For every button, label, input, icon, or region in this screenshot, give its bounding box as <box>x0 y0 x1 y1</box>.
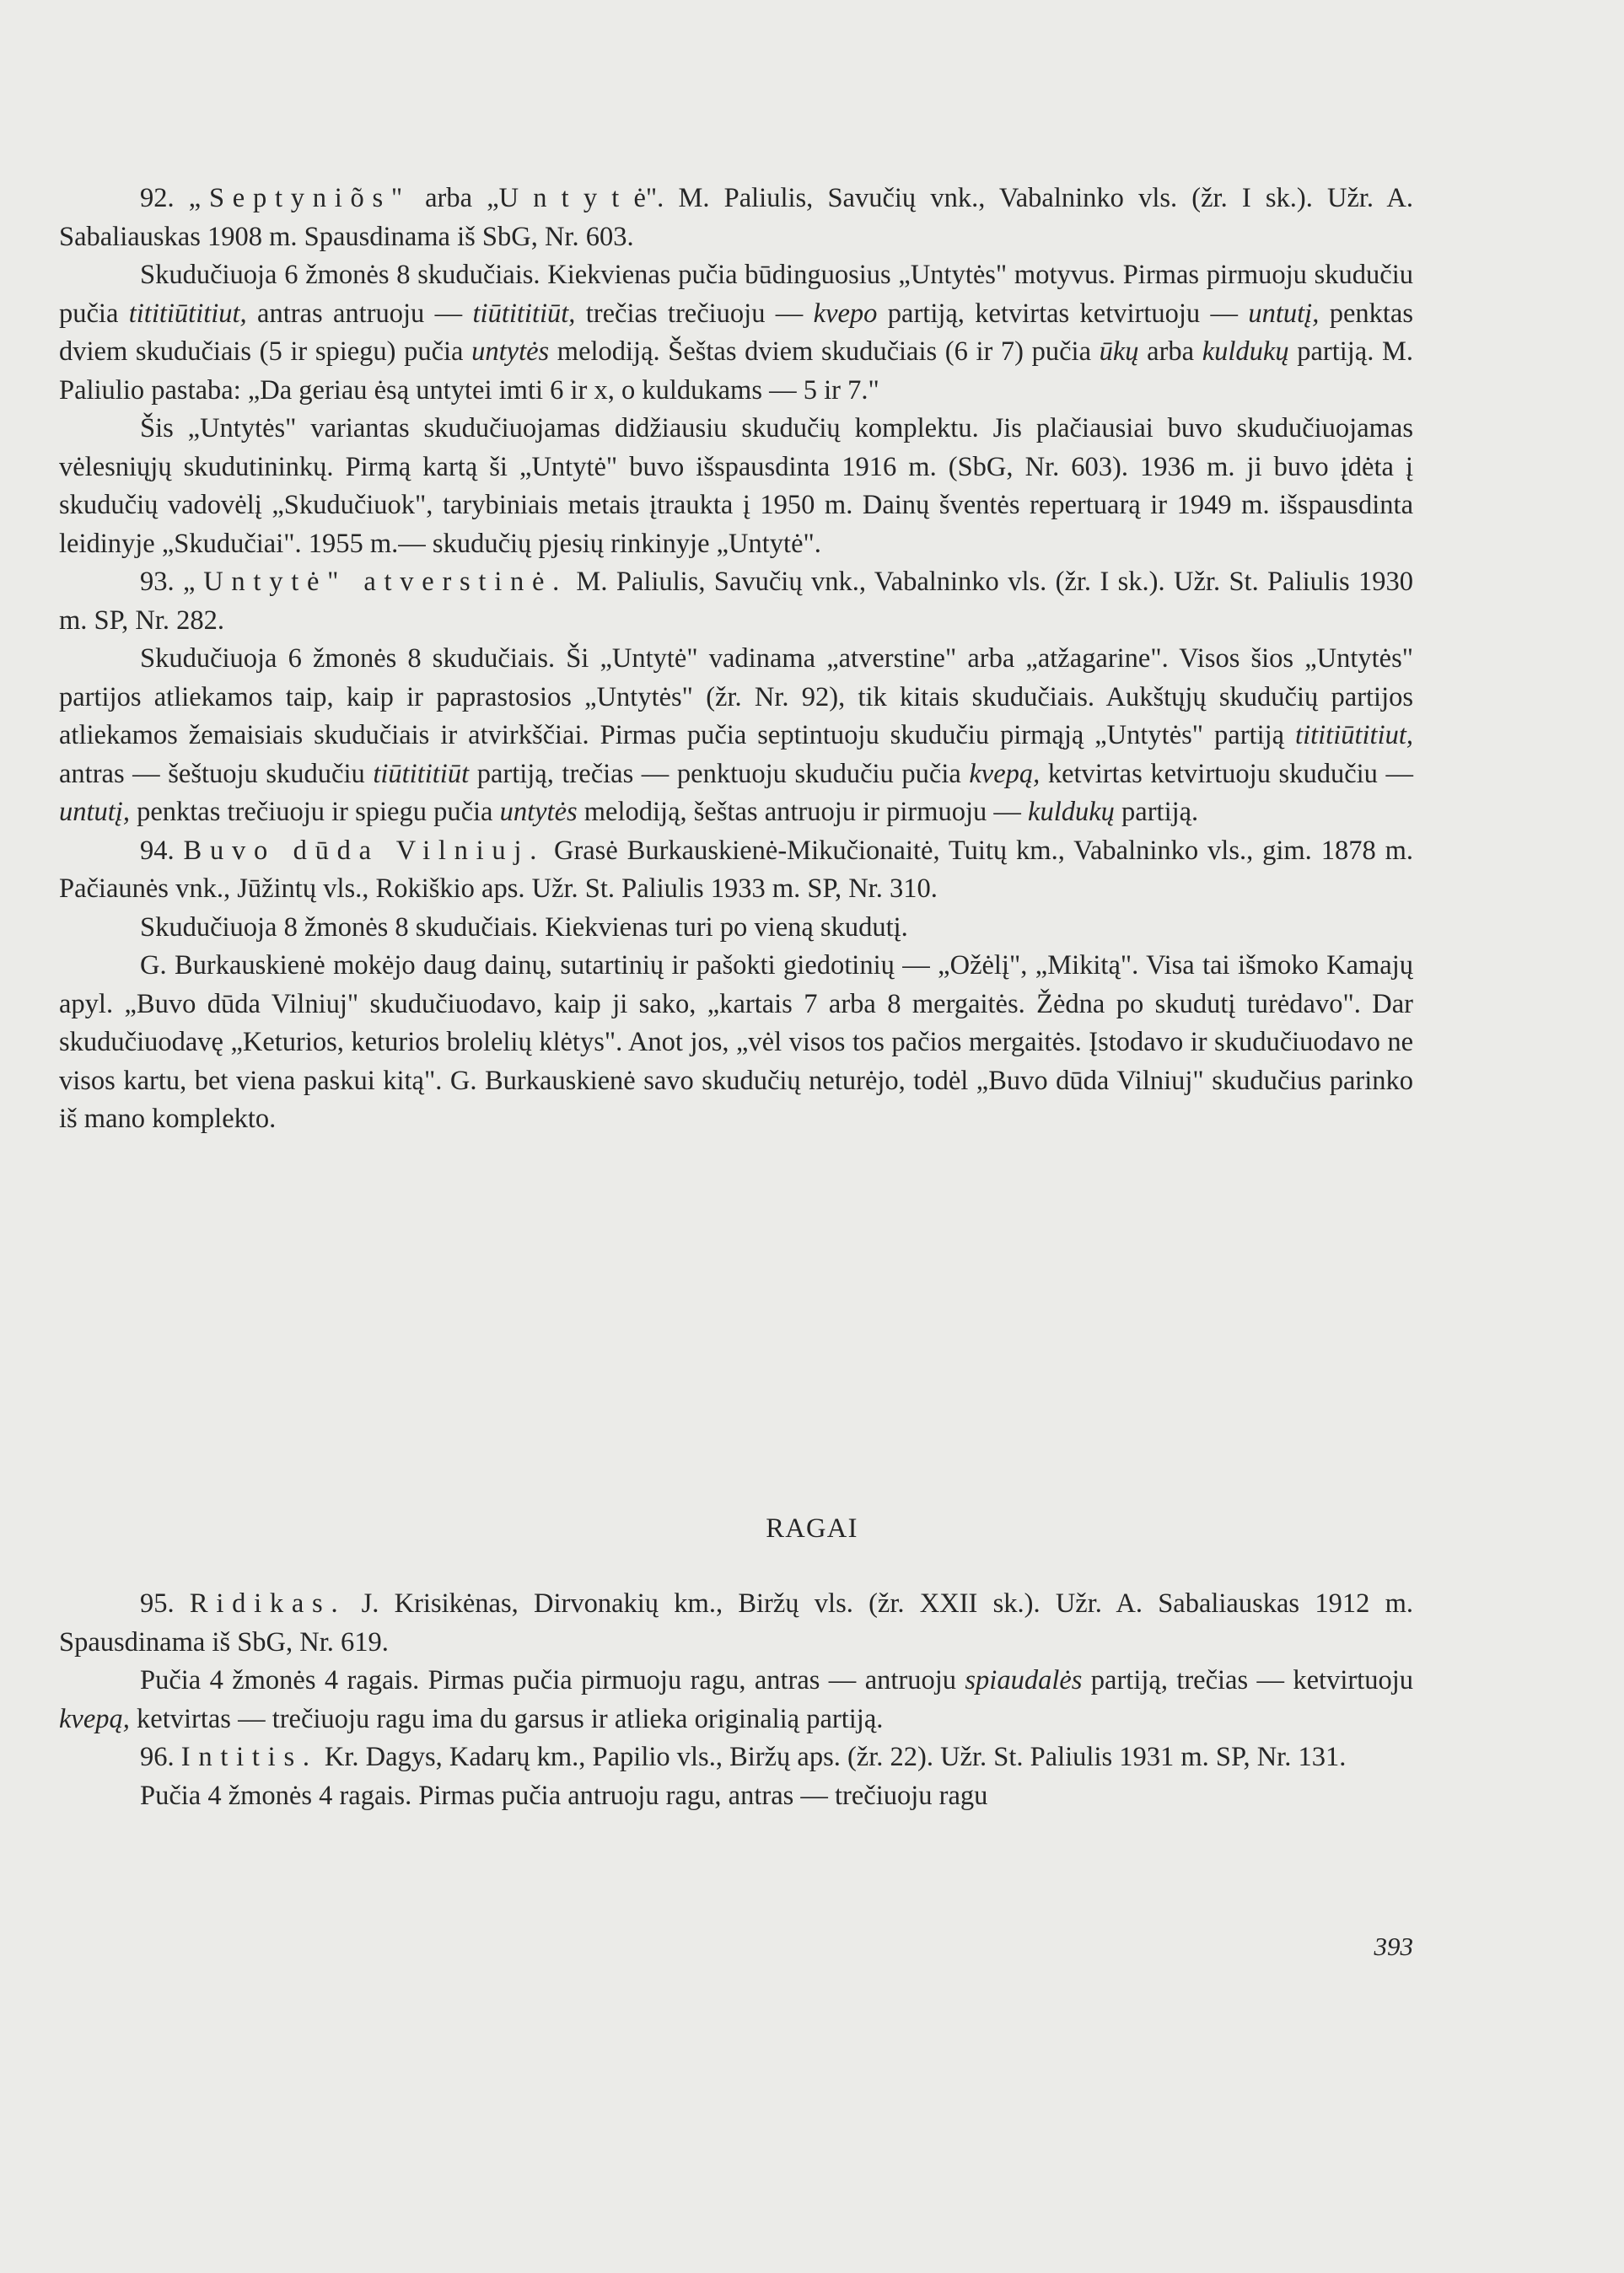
entry-94-commentary: G. Burkauskienė mokėjo daug dainų, sutartinių ir pašokti giedotinių — „Ožėlį", „Mikitą". Visa tai išmoko Kamajų apyl. „Buvo dūda Vilniuj" skudučiuodavo, kaip ji sako, „kartais 7 arba 8 mergaitės. Žėdna po skudutį turėdavo". Dar skudučiuodavę „Keturios, keturios brolelių klėtys". Anot jos, „vėl visos tos pačios mergaitės. Įstodavo ir skudučiuodavo ne visos kartu, bet viena paskui kitą". G. Burkauskienė savo skudučių neturėjo, todėl „Buvo dūda Vilniuj" skudučius parinko iš mano komplekto. <box>59 950 1413 1134</box>
italic-term: kvepo <box>813 298 878 329</box>
italic-term: untytės <box>499 797 578 827</box>
entry-source: arba „U n t y t ė". M. Paliulis, Savučių vnk., Vabalninko vls. (žr. I sk.). Užr. A. Sabaliauskas 1908 m. Spausdinama iš SbG, Nr. 603. <box>59 183 1414 252</box>
entry-95-header <box>59 1585 1413 1662</box>
text-run: arba <box>1138 336 1202 367</box>
text-run: Pučia 4 žmonės 4 ragais. Pirmas pučia pirmuoju ragu, antras — antruoju <box>140 1665 965 1695</box>
entry-title: Ridikas. <box>189 1588 347 1619</box>
entry-92-header <box>59 180 1413 256</box>
text-run: melodiją. Šeštas dviem skudučiais (6 ir 7) pučia <box>549 336 1100 367</box>
entry-92-description <box>59 256 1413 410</box>
entry-95-description <box>59 1662 1413 1738</box>
italic-term: kvepą, <box>59 1703 130 1734</box>
text-run: Skudučiuoja 6 žmonės 8 skudučiais. Kiekvienas pučia būdinguosius „Untytės" motyvus. Pirmas pirmuoju skudučiu pučia <box>59 260 1413 329</box>
text-run: penktas trečiuoju ir spiegu pučia <box>129 797 500 827</box>
entry-96-header <box>59 1738 1413 1777</box>
italic-term: ūkų <box>1099 336 1139 367</box>
entry-title: Intitis. <box>180 1742 318 1772</box>
italic-term: tiūtititiūt, <box>472 298 576 329</box>
entry-title: „Untytė" atverstinė. <box>183 567 568 597</box>
entry-number: 95. <box>140 1588 190 1619</box>
entry-93-description <box>59 640 1413 832</box>
italic-term: untutį, <box>1248 298 1320 329</box>
text-run: antras antruoju — <box>246 298 473 329</box>
entry-number: 96. <box>140 1742 181 1772</box>
entry-number: 92. <box>140 183 189 213</box>
italic-term: kuldukų <box>1028 797 1115 827</box>
italic-term: tititiūtitiut, <box>1295 720 1413 750</box>
entry-number: 93. <box>140 567 184 597</box>
italic-term: kuldukų <box>1202 336 1289 367</box>
section-heading: RAGAI <box>766 1513 858 1544</box>
entry-title: „Septyniõs" <box>188 183 411 213</box>
italic-term: kvepą, <box>969 758 1041 789</box>
text-run: melodiją, šeštas antruoju ir pirmuoju — <box>577 797 1029 827</box>
ragai-text-block <box>59 1585 1413 1815</box>
text-run: trečias trečiuoju — <box>575 298 814 329</box>
entry-94-header <box>59 832 1413 909</box>
text-run: ketvirtas — trečiuoju ragu ima du garsus ir atlieka originalią partiją. <box>129 1703 884 1734</box>
text-run: penktas dviem skudučiais (5 ir spiegu) pučia <box>59 298 1413 367</box>
entry-source: J. Krisikėnas, Dirvonakių km., Biržų vls. (žr. XXII sk.). Užr. A. Sabaliauskas 1912 m. Spausdinama iš SbG, Nr. 619. <box>59 1588 1413 1658</box>
entry-source: M. Paliulis, Savučių vnk., Vabalninko vls. (žr. I sk.). Užr. St. Paliulis 1930 m. SP, Nr. 282. <box>59 567 1414 636</box>
italic-term: tititiūtitiut, <box>128 298 247 329</box>
text-run: partiją, trečias — penktuoju skudučiu pučia <box>469 758 970 789</box>
text-run: antras — šeštuoju skudučiu <box>59 758 374 789</box>
text-run: partiją, ketvirtas ketvirtuoju — <box>877 298 1249 329</box>
entry-number: 94. <box>140 835 184 866</box>
italic-term: untytės <box>471 336 550 367</box>
text-run: partiją. M. Paliulio pastaba: „Da geriau ėsą untytei imti 6 ir x, o kuldukams — 5 ir 7." <box>59 336 1413 406</box>
entry-source: Grasė Burkauskienė-Mikučionaitė, Tuitų km., Vabalninko vls., gim. 1878 m. Pačiaunės vnk., Jūžintų vls., Rokiškio aps. Užr. St. Paliulis 1933 m. SP, Nr. 310. <box>59 835 1413 904</box>
entry-94-description: Skudučiuoja 8 žmonės 8 skudučiais. Kiekvienas turi po vieną skudutį. <box>140 911 908 943</box>
text-run: Skudučiuoja 6 žmonės 8 skudučiais. Ši „Untytė" vadinama „atverstine" arba „atžagarine". Visos šios „Untytės" partijos atliekamos taip, kaip ir paprastosios „Untytės" (žr. Nr. 92), tik kitais skudučiais. Aukštųjų skudučių partijos atliekamos žemaisiais skudučiais ir atvirkščiai. Pirmas pučia septintuoju skudučiu pirmąją „Untytės" partiją <box>59 643 1413 750</box>
text-run: partiją, trečias — ketvirtuoju <box>1082 1665 1414 1695</box>
entry-92-commentary: Šis „Untytės" variantas skudučiuojamas didžiausiu skudučių komplektu. Jis plačiausiai buvo skudučiuojamas vėlesniųjų skudutininkų. Pirmą kartą ši „Untytė" buvo išspausdinta 1916 m. (SbG, Nr. 603). 1936 m. ji buvo įdėta į skudučių vadovėlį „Skudučiuok", tarybiniais metais įtraukta į 1950 m. Dainų šventės repertuarą ir 1949 m. išspausdinta leidinyje „Skudučiai". 1955 m.— skudučių pjesių rinkinyje „Untytė". <box>59 413 1413 559</box>
italic-term: untutį, <box>59 797 130 827</box>
text-run: partiją. <box>1114 797 1199 827</box>
entry-title: Buvo dūda Vilniuj. <box>183 835 546 866</box>
page-number: 393 <box>1374 1932 1413 1961</box>
text-run: ketvirtas ketvirtuoju skudučiu — <box>1040 758 1413 789</box>
entry-93-header <box>59 563 1413 640</box>
italic-term: spiaudalės <box>965 1665 1083 1695</box>
entry-96-description: Pučia 4 žmonės 4 ragais. Pirmas pučia antruoju ragu, antras — trečiuoju ragu <box>140 1780 988 1811</box>
entry-source: Kr. Dagys, Kadarų km., Papilio vls., Biržų aps. (žr. 22). Užr. St. Paliulis 1931 m. SP, Nr. 131. <box>317 1742 1347 1772</box>
main-text-block <box>59 180 1413 1139</box>
italic-term: tiūtititiūt <box>373 758 470 789</box>
